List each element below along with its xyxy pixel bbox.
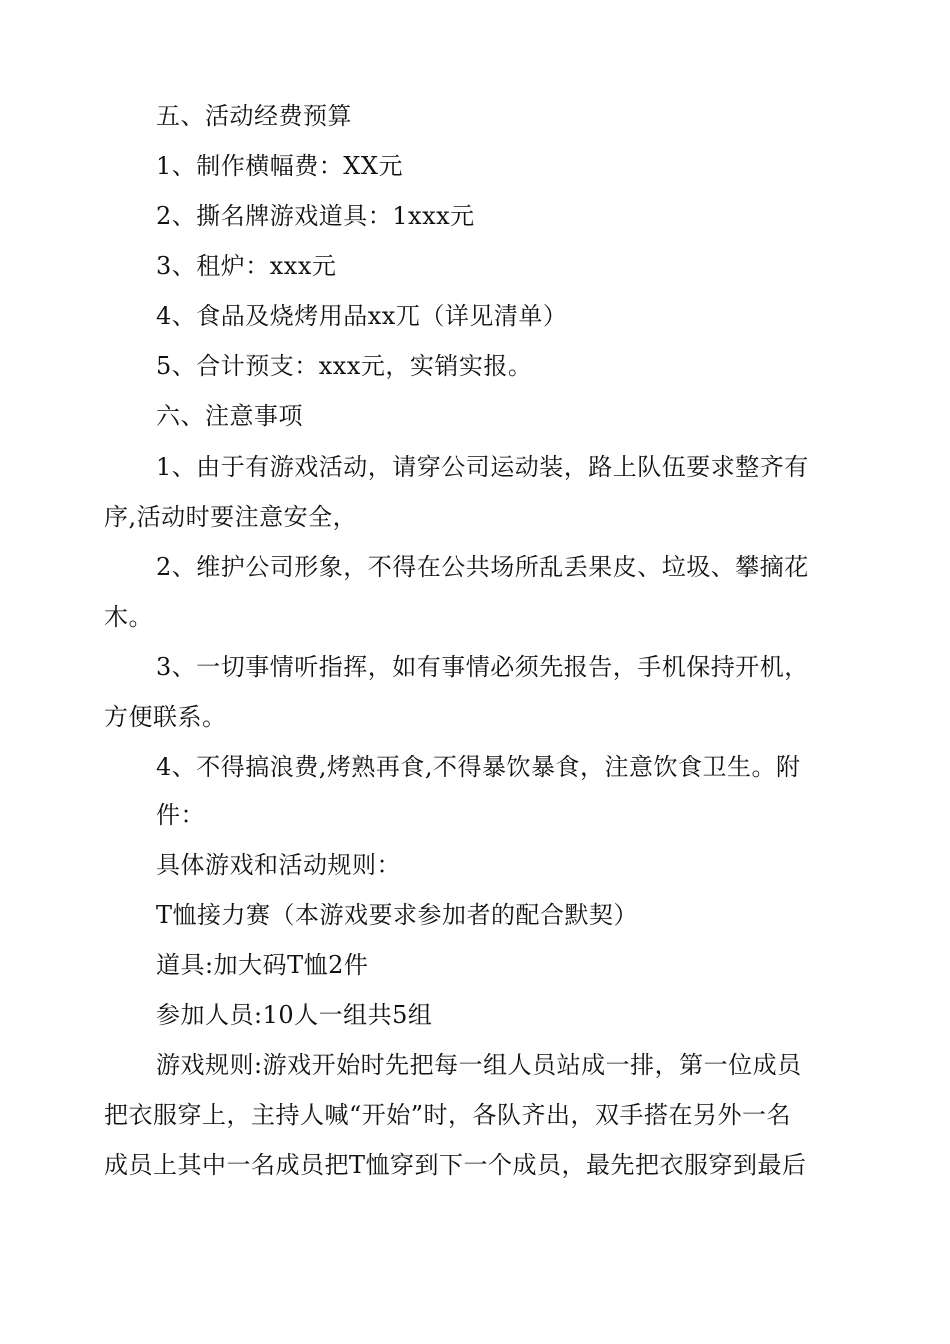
paragraph-line: 木。	[104, 603, 153, 631]
paragraph-line: 成员上其中一名成员把T恤穿到下一个成员，最先把衣服穿到最后	[104, 1151, 807, 1179]
paragraph-line: 把衣服穿上，主持人喊“开始”时，各队齐出，双手搭在另外一名	[104, 1101, 792, 1129]
paragraph-line: 4、食品及烧烤用品xx兀（详见清单）	[156, 302, 568, 330]
paragraph-line: 序,活动时要注意安全，	[104, 503, 358, 531]
paragraph-line: 2、撕名牌游戏道具：1xxx元	[156, 202, 475, 230]
paragraph-line: 1、由于有游戏活动，请穿公司运动装，路上队伍要求整齐有	[156, 453, 809, 481]
section-heading-budget: 五、活动经费预算	[156, 102, 352, 130]
section-heading-notes: 六、注意事项	[156, 402, 303, 430]
paragraph-line: 游戏规则:游戏开始时先把每一组人员站成一排，第一位成员	[156, 1051, 802, 1079]
paragraph-line: 3、一切事情听指挥，如有事情必须先报告，手机保持开机，	[156, 653, 809, 681]
paragraph-line: 5、合计预支：xxx元，实销实报。	[156, 352, 533, 380]
paragraph-line: 道具:加大码T恤2件	[156, 951, 369, 979]
paragraph-line: 件：	[156, 801, 205, 829]
paragraph-line: 参加人员:10人一组共5组	[156, 1001, 433, 1029]
subheading-game-rules: 具体游戏和活动规则：	[156, 851, 401, 879]
paragraph-line: 1、制作横幅费：XX元	[156, 152, 403, 180]
paragraph-line: 方便联系。	[104, 703, 227, 731]
paragraph-line: 3、租炉：xxx元	[156, 252, 337, 280]
game-title: T恤接力赛（本游戏要求参加者的配合默契）	[156, 901, 639, 929]
paragraph-line: 4、不得搞浪费,烤熟再食,不得暴饮暴食，注意饮食卫生。附	[156, 753, 801, 781]
paragraph-line: 2、维护公司形象，不得在公共场所乱丢果皮、垃圾、攀摘花	[156, 553, 809, 581]
